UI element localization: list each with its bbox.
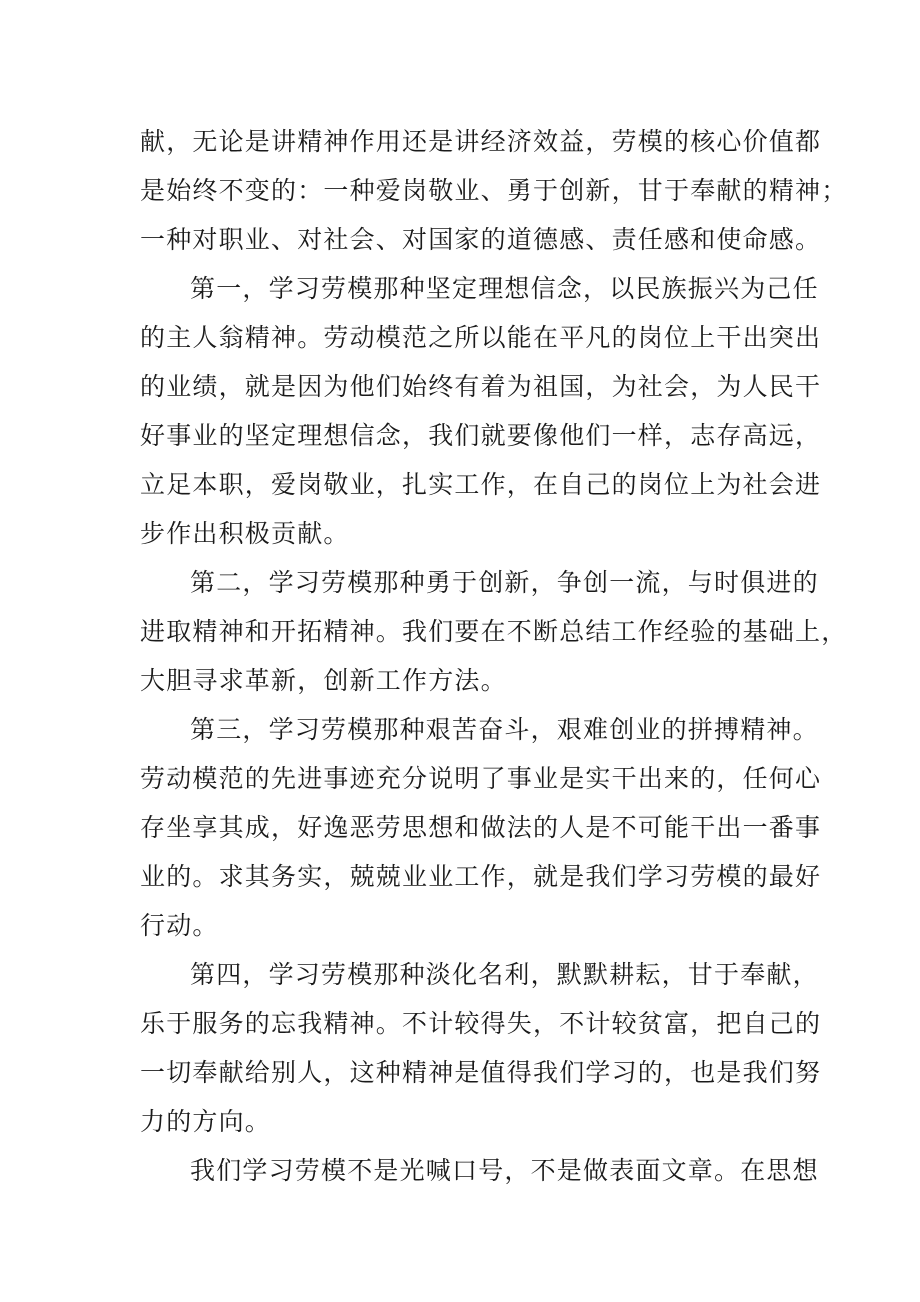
text-line: 第一，学习劳模那种坚定理想信念，以民族振兴为己任 — [190, 274, 819, 303]
document-body — [140, 117, 848, 1195]
paragraph-2 — [140, 264, 822, 558]
text-line: 劳动模范的先进事迹充分说明了事业是实干出来的，任何心 — [140, 764, 822, 793]
text-line: 是始终不变的：一种爱岗敬业、勇于创新，甘于奉献的精神； — [140, 176, 848, 205]
text-line: 立足本职，爱岗敬业，扎实工作，在自己的岗位上为社会进 — [140, 470, 822, 499]
text-line: 第四，学习劳模那种淡化名利，默默耕耘，甘于奉献， — [190, 960, 819, 989]
text-line: 行动。 — [140, 911, 219, 940]
text-line: 一切奉献给别人，这种精神是值得我们学习的，也是我们努 — [140, 1058, 822, 1087]
paragraph-1 — [140, 117, 848, 264]
text-line: 步作出积极贡献。 — [140, 519, 350, 548]
text-line: 乐于服务的忘我精神。不计较得失，不计较贫富，把自己的 — [140, 1009, 822, 1038]
paragraph-3 — [140, 558, 848, 705]
text-line: 存坐享其成，好逸恶劳思想和做法的人是不可能干出一番事 — [140, 813, 822, 842]
text-line: 我们学习劳模不是光喊口号，不是做表面文章。在思想 — [190, 1156, 819, 1185]
text-line: 大胆寻求革新，创新工作方法。 — [140, 666, 507, 695]
paragraph-4 — [140, 705, 822, 950]
text-line: 进取精神和开拓精神。我们要在不断总结工作经验的基础上， — [140, 617, 848, 646]
text-line: 第二，学习劳模那种勇于创新，争创一流，与时俱进的 — [190, 568, 819, 597]
text-line: 一种对职业、对社会、对国家的道德感、责任感和使命感。 — [140, 225, 822, 254]
paragraph-5 — [140, 950, 822, 1146]
text-line: 献，无论是讲精神作用还是讲经济效益，劳模的核心价值都 — [140, 127, 822, 156]
text-line: 的业绩，就是因为他们始终有着为祖国，为社会，为人民干 — [140, 372, 822, 401]
paragraph-6 — [140, 1146, 819, 1195]
text-line: 第三，学习劳模那种艰苦奋斗，艰难创业的拼搏精神。 — [190, 715, 819, 744]
text-line: 业的。求其务实，兢兢业业工作，就是我们学习劳模的最好 — [140, 862, 822, 891]
text-line: 力的方向。 — [140, 1107, 272, 1136]
text-line: 的主人翁精神。劳动模范之所以能在平凡的岗位上干出突出 — [140, 323, 822, 352]
text-line: 好事业的坚定理想信念，我们就要像他们一样，志存高远， — [140, 421, 822, 450]
